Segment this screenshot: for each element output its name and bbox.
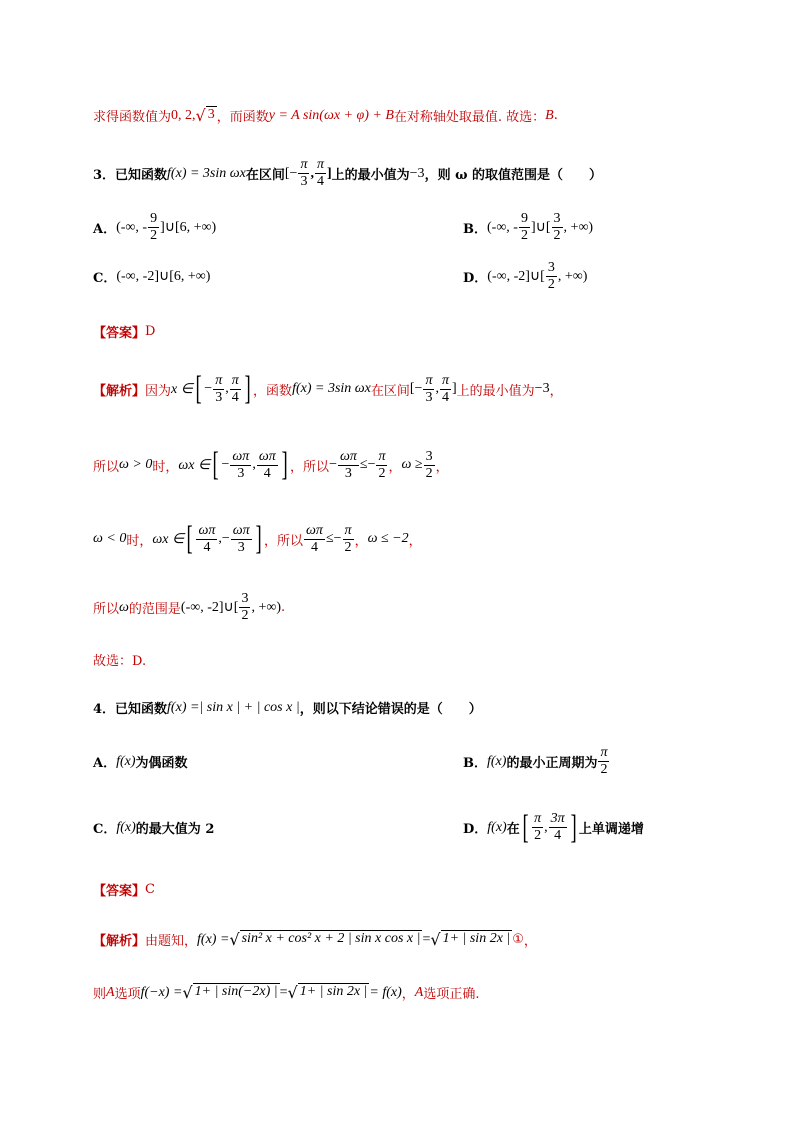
text: A bbox=[414, 984, 424, 1000]
sqrt: √ sin² x + cos² x + 2 | sin x cos x | bbox=[229, 930, 421, 949]
text: 由题知， bbox=[145, 934, 198, 949]
text: ，而函数 bbox=[216, 110, 269, 125]
text: , bbox=[252, 457, 256, 472]
q4-answer bbox=[93, 880, 155, 899]
text: 4．已知函数 bbox=[93, 702, 168, 717]
option-d bbox=[463, 808, 644, 846]
text: f(x) bbox=[487, 819, 507, 835]
text: 选项正确. bbox=[423, 987, 480, 1002]
fraction: $\frac{3}{2}$ bbox=[425, 448, 433, 481]
bracket-icon: [ bbox=[186, 520, 193, 557]
text: 所以 bbox=[93, 602, 120, 617]
fraction: $\frac{\omega\pi}{4}$ bbox=[306, 522, 323, 555]
text: 则 bbox=[93, 987, 107, 1002]
fraction: $\frac{\omega\pi}{3}$ bbox=[232, 448, 250, 481]
text: 3．已知函数 bbox=[93, 168, 168, 183]
q4-options-ab bbox=[93, 745, 613, 777]
text: 的最大值为 2 bbox=[135, 822, 215, 837]
text: ω bbox=[119, 599, 129, 615]
answer-tag: 【答案】 bbox=[93, 884, 146, 899]
text: 上单调递增 bbox=[578, 822, 644, 837]
text: . bbox=[553, 108, 558, 123]
bracket-icon: ] bbox=[255, 520, 262, 557]
bracket-icon: [ bbox=[212, 446, 219, 483]
fraction: $\frac{\pi}{2}$ bbox=[378, 448, 386, 481]
option-a-label: A． bbox=[93, 222, 117, 237]
answer: B bbox=[545, 107, 554, 123]
fraction: $\frac{\omega\pi}{3}$ bbox=[232, 522, 250, 555]
text: 因为 bbox=[145, 383, 172, 399]
q3-answer bbox=[93, 322, 155, 341]
function: f(x) =| sin x | + | cos x | bbox=[167, 699, 300, 715]
text: 在对称轴处取最值. 故选： bbox=[393, 110, 546, 125]
text: = bbox=[279, 984, 288, 1000]
text: ω ≤ −2 bbox=[367, 531, 409, 546]
text: − bbox=[333, 531, 342, 546]
q3-solution-5 bbox=[93, 650, 146, 669]
text: ， bbox=[401, 987, 415, 1002]
text: 所以 bbox=[93, 459, 120, 475]
radical-icon: √ bbox=[287, 983, 298, 1002]
fraction: $\frac{9}{2}$ bbox=[150, 211, 158, 243]
text: − bbox=[367, 457, 376, 472]
text: , bbox=[310, 165, 314, 181]
fraction: $\frac{3}{2}$ bbox=[241, 591, 249, 623]
fraction: $\frac{3}{2}$ bbox=[547, 260, 555, 292]
bracket-icon: ] bbox=[244, 370, 251, 407]
q4-options-cd bbox=[93, 808, 644, 846]
text: 时， bbox=[126, 533, 153, 549]
text: ω ≥ bbox=[401, 457, 423, 472]
option-c-label: C． bbox=[93, 822, 117, 837]
q4-stem bbox=[93, 698, 482, 717]
bracket-icon: ] bbox=[570, 808, 577, 846]
option-b bbox=[463, 212, 593, 243]
text: ，则 ω 的取值范围是（ ） bbox=[424, 168, 602, 183]
text: 故选：D. bbox=[93, 654, 147, 669]
bracket-icon: ] bbox=[281, 446, 288, 483]
text: ， bbox=[435, 459, 449, 475]
text: A bbox=[106, 984, 115, 1000]
fraction: $\frac{\pi}{2}$ bbox=[344, 522, 352, 555]
sqrt: √ 1+ | sin(−2x) | bbox=[182, 983, 278, 1002]
radical-icon: √ bbox=[182, 983, 193, 1002]
text: (-∞, -2]∪[ bbox=[487, 269, 545, 284]
option-a-label: A． bbox=[93, 756, 117, 771]
answer-value: D bbox=[145, 324, 156, 339]
text: ω > 0 bbox=[119, 457, 153, 472]
text: − bbox=[329, 457, 337, 472]
solution-tag: 【解析】 bbox=[93, 383, 146, 399]
text: ，则以下结论错误的是（ ） bbox=[299, 702, 482, 717]
fraction: $\frac{\pi}{2}$ bbox=[600, 745, 608, 777]
sqrt: √ 1+ | sin 2x | bbox=[430, 930, 511, 949]
min-value: −3 bbox=[409, 165, 425, 181]
option-d bbox=[463, 261, 587, 292]
text: , +∞) bbox=[251, 599, 282, 615]
function: y = A sin(ωx + φ) + B bbox=[268, 107, 394, 123]
option-c-label: C． bbox=[93, 271, 117, 286]
circle-number: ① bbox=[512, 932, 524, 947]
text: ， bbox=[523, 934, 537, 949]
text: − bbox=[221, 457, 230, 472]
text: ， bbox=[354, 533, 368, 549]
text: − bbox=[204, 381, 213, 396]
q3-solution-2 bbox=[93, 448, 449, 482]
text: x ∈ bbox=[171, 381, 193, 397]
fraction: $\frac{\omega\pi}{4}$ bbox=[198, 522, 216, 555]
q3-solution-3 bbox=[93, 522, 422, 556]
option-b-label: B． bbox=[463, 756, 487, 771]
solution-tag: 【解析】 bbox=[93, 934, 146, 949]
fraction: $\frac{\pi}{3}$ bbox=[300, 157, 308, 189]
q4-solution-1 bbox=[93, 930, 537, 949]
text: = bbox=[422, 931, 431, 947]
text: , +∞) bbox=[557, 268, 588, 284]
text: ，所以 bbox=[264, 533, 304, 549]
text: 的范围是 bbox=[128, 602, 181, 617]
text: ωx ∈ bbox=[152, 531, 185, 547]
fraction: $\frac{\pi}{3}$ bbox=[425, 372, 433, 405]
text: ωx ∈ bbox=[178, 457, 211, 473]
function: f(x) = 3sin ωx bbox=[292, 381, 371, 396]
text: f(x) bbox=[487, 753, 507, 769]
text: , bbox=[225, 381, 229, 396]
text: , bbox=[218, 531, 222, 546]
text: ]∪[6, +∞) bbox=[160, 220, 217, 235]
sqrt-3: √ 3 bbox=[195, 106, 215, 125]
fraction: $\frac{\omega\pi}{3}$ bbox=[339, 448, 357, 481]
q3-options-ab bbox=[93, 212, 613, 243]
q3-solution-1 bbox=[93, 372, 563, 406]
fraction: $\frac{\omega\pi}{4}$ bbox=[258, 448, 276, 481]
text: 选项 bbox=[114, 987, 141, 1002]
text: , +∞) bbox=[563, 219, 594, 235]
text: f(x) = bbox=[197, 931, 230, 947]
option-d-label: D． bbox=[463, 271, 488, 286]
text: ，所以 bbox=[290, 459, 330, 475]
radical-icon: √ bbox=[195, 106, 206, 125]
text: ， bbox=[549, 383, 563, 399]
text: ≤ bbox=[325, 531, 334, 546]
text: 的最小正周期为 bbox=[506, 756, 598, 771]
text: 在区间 bbox=[245, 168, 285, 183]
text: , bbox=[544, 819, 548, 835]
option-b bbox=[463, 746, 610, 777]
q3-solution-4 bbox=[93, 592, 285, 623]
line-1 bbox=[93, 106, 558, 125]
text: (-∞, -2]∪[6, +∞) bbox=[116, 269, 211, 284]
text: f(x) bbox=[116, 753, 136, 769]
text: = f(x) bbox=[369, 984, 402, 1000]
text: 上的最小值为 bbox=[331, 168, 410, 183]
function: f(x) = 3sin ωx bbox=[167, 165, 246, 181]
q3-options-cd bbox=[93, 260, 613, 292]
text: [− bbox=[284, 165, 298, 181]
fraction: $\frac{3}{2}$ bbox=[553, 211, 561, 243]
values: 0, 2, bbox=[171, 107, 196, 123]
radical-icon: √ bbox=[430, 930, 441, 949]
answer-value: C bbox=[145, 882, 155, 897]
q4-solution-2 bbox=[93, 983, 480, 1002]
fraction: $\frac{\pi}{2}$ bbox=[534, 811, 542, 843]
text: ，函数 bbox=[253, 383, 293, 399]
text: ， bbox=[388, 459, 402, 475]
text: (-∞, - bbox=[487, 219, 518, 235]
text: , bbox=[435, 381, 439, 396]
text: 在区间 bbox=[370, 383, 410, 399]
text: (-∞, - bbox=[116, 219, 148, 235]
text: 上的最小值为 bbox=[456, 383, 535, 399]
text: ] bbox=[326, 165, 332, 181]
option-b-label: B． bbox=[463, 222, 487, 237]
text: ， bbox=[408, 533, 422, 549]
text: ω < 0 bbox=[93, 531, 127, 546]
text: 为偶函数 bbox=[135, 756, 188, 771]
text: . bbox=[281, 600, 286, 615]
text: 求得函数值为 bbox=[93, 110, 172, 125]
text: f(x) bbox=[116, 819, 136, 835]
fraction: $\frac{9}{2}$ bbox=[520, 211, 528, 243]
sqrt: √ 1+ | sin 2x | bbox=[287, 983, 368, 1002]
fraction: $\frac{3\pi}{4}$ bbox=[550, 811, 565, 843]
text: − bbox=[221, 531, 230, 546]
fraction: $\frac{\pi}{4}$ bbox=[316, 157, 324, 189]
text: [− bbox=[409, 381, 423, 396]
text: ≤ bbox=[359, 457, 368, 472]
text: −3 bbox=[534, 381, 550, 396]
q3-stem bbox=[93, 158, 602, 189]
option-d-label: D． bbox=[463, 822, 488, 837]
text: 在 bbox=[506, 822, 520, 837]
bracket-icon: [ bbox=[195, 370, 202, 407]
radical-icon: √ bbox=[229, 930, 240, 949]
text: ]∪[ bbox=[530, 220, 551, 235]
fraction: $\frac{\pi}{3}$ bbox=[215, 372, 223, 405]
answer-tag: 【答案】 bbox=[93, 326, 146, 341]
text: ] bbox=[451, 381, 457, 396]
text: 时， bbox=[152, 459, 179, 475]
text: (-∞, -2]∪[ bbox=[180, 600, 239, 615]
text: f(−x) = bbox=[140, 984, 183, 1000]
bracket-icon: [ bbox=[522, 808, 529, 846]
fraction: $\frac{\pi}{4}$ bbox=[441, 372, 449, 405]
fraction: $\frac{\pi}{4}$ bbox=[231, 372, 239, 405]
